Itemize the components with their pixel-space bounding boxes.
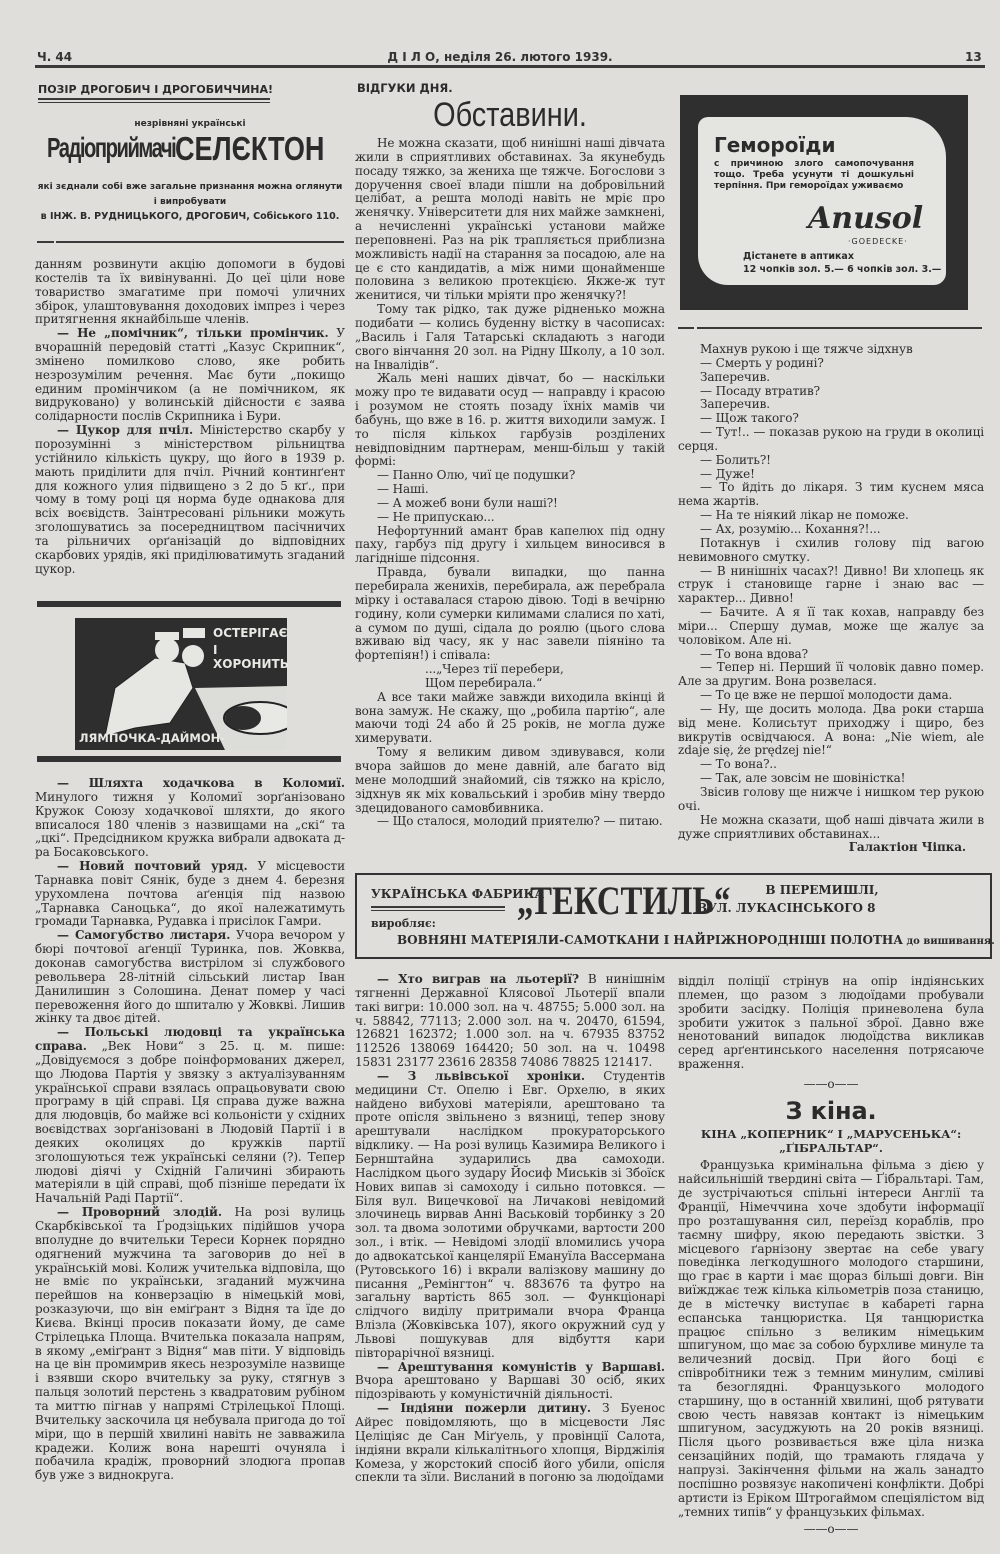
ad-textil-name: „ТЕКСТИЛЬ“ — [517, 878, 731, 923]
feuilleton-continuation-text — [678, 343, 984, 841]
divider — [678, 327, 694, 329]
paragraph — [678, 1159, 984, 1519]
paragraph-text: — Тепер ні. Перший її чоловік давно помер. Але за другим. Вона розвелася. — [678, 660, 984, 689]
paragraph-text: Вчора арештовано у Варшаві 30 осіб, яких підозрівають у комуністичній діяльності. — [355, 1373, 665, 1402]
ad-anusol-prices: 12 чопків зол. 5.— 6 чопків зол. 3.— — [743, 264, 942, 275]
ad-anusol-brand: Anusol — [808, 201, 924, 236]
paragraph-text: — Ну, ще досить молода. Два роки старша від мене. Колисьтут приходжу і щиро, без викрутів освідчаюся. А вона: „Nie wiem, ale zdaje się, że prędzej nie!“ — [678, 701, 984, 758]
paragraph — [355, 815, 665, 829]
ornament-divider: ——o—— — [803, 1076, 859, 1091]
paragraph — [355, 497, 665, 511]
paragraph-lead: — Шляхта ходачкова в Коломиї. — [57, 777, 345, 790]
paragraph-text: Не можна сказати, щоб наші дівчата жили в дуже сприятливих обставинах... — [678, 812, 984, 841]
paragraph — [355, 525, 665, 567]
paragraph-lead: — Індіяни пожерли дитину. — [377, 1401, 591, 1416]
paragraph-text: У місцевости Тарнавка повіт Сянік, буде з днем 4. березня урухомлена почтова аґенція під назвою „Тарнавка Саноцька“, до якої належатимуть громади Тарнавка, Рудавка і присілок Гамри. — [35, 859, 345, 929]
ad-lamp-slogan: І ХОРОНИТЬ — [213, 643, 289, 671]
paragraph — [355, 1070, 665, 1361]
paragraph — [355, 483, 665, 497]
paragraph-text: — Панно Олю, чиї це подушки? — [377, 468, 576, 483]
news-column-right-bottom — [678, 975, 984, 1550]
divider — [697, 327, 982, 329]
paragraph-text: Не можна сказати, щоб нинішні наші дівчата жили в сприятливих обставинах. За якунебудь посаду тяжко, за жениха ще тяжче. Богослови з доручення своеї влади пішли на добровільний целібат, а решта молоді навіть не мріє про женячку. Університети для них майже замкнені, а нечисленні українські установи майже переповнені. Раз на рік трапляється приблизна можливість надії на старання за посадою, але на це є сто кандидатів, а між ними щонайменше половина з великою протекцією. Якже-ж тут женитися, чи тільки мріяти про женячку?! — [355, 137, 665, 303]
section-kicker: ВІДГУКИ ДНЯ. — [357, 81, 453, 95]
cinema-section-title: З кіна. — [785, 1096, 877, 1125]
paragraph — [35, 860, 345, 929]
paragraph — [678, 454, 984, 468]
paragraph — [678, 606, 984, 648]
paragraph — [678, 537, 984, 565]
paragraph — [678, 772, 984, 786]
paragraph-text: Учора вечором у бюрі почтової аґенції Туринка, пов. Жовква, доконав самогубства вистрілом зі службового револьвера 28-літній сільський листар Іван Данилишин з Солошина. Денат помер у часі перевоження його до шпиталю у Жовкві. Лишив жінку та двоє дітей. — [35, 928, 345, 1026]
paragraph-text: — Болить?! — [700, 452, 771, 467]
paragraph-text: — Тут!.. — показав рукою на груди в околиці серця. — [678, 425, 984, 453]
paragraph-text: — Що сталося, молодий приятелю? — питаю. — [377, 814, 663, 829]
paragraph-text: — Ах, розумію... Кохання?!... — [700, 521, 881, 536]
paragraph — [678, 357, 984, 371]
divider — [371, 910, 505, 911]
paragraph — [678, 523, 984, 537]
paragraph — [35, 424, 345, 576]
paragraph — [35, 258, 345, 327]
paragraph — [355, 746, 665, 815]
paragraph-text: Нефортунний амант брав капелюх під одну паху, гарбуз під другу і хильцем виносився в лагідніше підсоння. — [355, 523, 665, 566]
paragraph — [678, 689, 984, 703]
ad-textil-city: В ПЕРЕМИШЛІ, — [765, 883, 879, 897]
cinema-review — [678, 1159, 984, 1519]
paragraph-text: відділ поліції стрінув на опір індіянських племен, що разом з людоїдами пробували зробити засідку. Поліція приневолена була зробити ужиток з пальної зброї. Давно вже ненотований випадок людоїдства викликав серед арґентинського населення потрясаюче враження. — [678, 975, 984, 1072]
paragraph-text: З Буенос Айрес повідомляють, що в місцевости Ляс Целіціяс де Сан Міґуель, у провінції Салота, індіяни вкрали кількалітнього хлопця, Вірджілія Комеза, у жорстокий спосіб його убили, опісля спекли та зїли. Висланий в погоню за людоїдами — [355, 1401, 665, 1485]
paragraph-text: — Посаду втратив? — [700, 383, 820, 398]
divider — [37, 756, 341, 762]
paragraph — [678, 343, 984, 357]
ad-textil-products-tail: до вишивання. — [903, 936, 995, 947]
issue-number: Ч. 44 — [37, 50, 73, 64]
paragraph-text: Заперечив. — [700, 397, 771, 412]
paragraph — [355, 691, 665, 746]
paragraph — [678, 468, 984, 482]
article-title: Обставини. — [433, 96, 587, 134]
paragraph — [678, 509, 984, 523]
paragraph — [678, 398, 984, 412]
verse-line: ...„Через тії перебери, — [425, 662, 564, 677]
ad-textil-street: ВУЛ. ЛУКАСІНСЬКОГО 8 — [697, 901, 876, 915]
paragraph — [355, 303, 665, 372]
paragraph — [678, 385, 984, 399]
paragraph — [678, 481, 984, 509]
paragraph — [35, 929, 345, 1026]
ad-textil-products — [397, 933, 995, 947]
ad-textil-produces: виробляє: — [371, 917, 436, 930]
ad-lamp-slogan: ОСТЕРІГАЄ — [213, 626, 288, 640]
paragraph-text: Тому я великим дивом здивувався, коли вчора зайшов до мене давній, але багато від мене молодший знайомий, сів тяжко на крісло, зідхнув як міх ковальський і зробив міну твердо здецидованого самовбивника. — [355, 745, 665, 815]
ad-anusol-title: Гемороїди — [714, 133, 836, 157]
feuilleton-continuation — [678, 343, 984, 858]
newspaper-dateline: Д І Л О, неділя 26. лютого 1939. — [387, 50, 613, 64]
ad-lamp-brand: ЛЯМПОЧКА-ДАЙМОН- — [79, 731, 226, 745]
ad-textil-products-main: ВОВНЯНІ МАТЕРІЯЛИ-САМОТКАНИ І НАЙРІЖНОРОДНІШІ ПОЛОТНА — [397, 933, 904, 947]
paragraph-text: — В нинішніх часах?! Дивно! Ви хлопець як струк і становище гарне і знаю вас — характер... Дивно! — [678, 563, 984, 606]
paragraph-lead: — Самогубство листаря. — [57, 928, 231, 943]
paragraph-text: В нинішнім тягненні Державної Клясової Льотерії впали такі вигри: 10.000 зол. на ч. 48755; 5.000 зол. на ч. 58842, 77113; 2.000 зол. на ч. 20470, 61594, 126821 162372; 1.000 зол. на ч. 67935 83752 112526 138069 164420; 50 зол. на ч. 10498 15831 23177 23616 28358 74086 78825 121417. — [355, 973, 665, 1070]
masthead-rule — [35, 65, 985, 68]
paragraph-lead: — Проворний злодій. — [57, 1205, 222, 1220]
paragraph — [678, 426, 984, 454]
paragraph — [678, 758, 984, 772]
divider — [38, 98, 270, 100]
paragraph-text: Правда, бували випадки, що панна перебирала женихів, перебирала, аж перебрала мірку і оставалася старою дівою. Тоді в вечірню годину, коли сумерки килимами слалися по хаті, а сумом по душі, сідала до роялю (цього слова вживаю від часу, як у нас завели піяніно та фортепіян!) і співала: — [355, 565, 665, 663]
cinema-subtitle: „ҐІБРАЛЬТАР“. — [779, 1140, 883, 1155]
paragraph — [678, 814, 984, 842]
news-column-middle-bottom — [355, 973, 665, 1549]
paragraph-text: — То йдіть до лікаря. З тим куснем мяса нема жартів. — [678, 480, 984, 509]
paragraph — [35, 1206, 345, 1483]
ad-lamp-daimon — [75, 618, 287, 750]
ad-selekton-body: які зєднали собі вже загальне признання можна оглянути і випробувати — [37, 182, 343, 207]
paragraph-text: А все таки майже завжди виходила вкінці й вона замуж. Не скажу, що „робила партію“, але маючи тоді 24 або й 25 років, не могла дуже химерувати. — [355, 689, 665, 746]
paragraph — [678, 412, 984, 426]
cinema-subtitle: КІНА „КОПЕРНИК“ І „МАРУСЕНЬКА“: — [700, 1126, 962, 1141]
paragraph-text: — А можеб вони були наші?! — [377, 495, 558, 510]
paragraph-text: — Наші. — [377, 482, 429, 497]
paragraph-lead: — Арештування комуністів у Варшаві. — [377, 1359, 665, 1374]
ad-selekton — [35, 80, 345, 240]
paragraph-text: — То вона?.. — [700, 757, 777, 772]
feuilleton-body — [355, 137, 665, 857]
divider — [56, 241, 344, 243]
ad-textil — [355, 873, 995, 959]
paragraph-text: Жаль мені наших дівчат, бо — наскільки можу про те видавати осуд — направду і красою і розумом не стоять позаду їхніх мамів чи бабунь, що вже в 16. р. життя виходили замуж. І то після кількох гарбузів розділених невідповідним партнерам, менш-більш у такій формі: — [355, 371, 665, 469]
news-column-left-top — [35, 258, 345, 593]
paragraph-text: На розі вулиць Скарбківської та Ґродзіцьких підійшов учора вполудне до вчительки Тереси Корнек порядно одягнений мужчина та заговорив до неї в українській мові. Колиж учителька відповіла, що не вміє по українськи, згаданий мужчина перейшов на конверзацію в німецькій мові, розказуючи, що він еміґрант з Відня та їде до Києва. Вкінці просив показати йому, де саме Стрілецька Площа. Вчителька показала напрям, в якому „еміґрант з Відня“ мав піти. У відповідь на це він промимрив якесь незрозуміле назвище і взявши скоро вчительку за руку, стягнув з пальця золотий перстень з квадратовим рубіном та миттю пігнав у напрямі Стрілецької Площі. Вчительку заскочила ця небувала пригода до тої міри, що в першій хвилині навіть не завважила крадежи. Колиж вона нарешті очуняла і побачила крадіж, проворний злодюга пропав був уже з виднокруга. — [35, 1205, 345, 1483]
paragraph-text: — Не припускаю... — [377, 509, 495, 524]
page-number: 13 — [965, 50, 982, 64]
paragraph-lead: — Не „помічник“, тільки промінчик. — [57, 326, 329, 341]
paragraph-text: „Век Нови“ з 25. ц. м. пише: „Довідуємося з добре поінформованих джерел, що Людова Партія у звязку з актуалізуванням української справи взялась опрацьовувати свою програму в цій справі. Ця справа дуже важна для людовців, бо майже всі кольоністи у східних воєвідствах зорґанізовані в Людовій Партії і в деяких околицях до кружків партії зголошуються теж українські селяни (?). Тепер людові діячі у Східній Галичині збирають матеріяли в цій справі, щоб пізніше передати їх Начальній Раді Партії“. — [35, 1039, 345, 1206]
paragraph-text: данням розвинути акцію допомоги в будові костелів та їх вивінуванні. До цеї ціли нове товариство змагатиме при помочі уличних збірок, улаштовування доходових імпрез і через притягнення якнайбільше членів. — [35, 258, 345, 327]
paragraph — [355, 1402, 665, 1485]
author-signature: Галактіон Чіпка. — [848, 840, 966, 855]
paragraph — [678, 648, 984, 662]
paragraph — [678, 975, 984, 1072]
paragraph — [355, 973, 665, 1070]
paragraph-text: — Бачите. А я її так кохав, направду без міри... Спершу думав, може ще жалує за чоловіком. Але ні. — [678, 605, 984, 647]
paragraph — [678, 786, 984, 814]
paragraph — [355, 372, 665, 469]
ad-textil-label: УКРАЇНСЬКА ФАБРИКА — [371, 887, 545, 901]
paragraph-text: Міністерство скарбу у порозумінні з міністерством рільництва устійнило кількість цукру, що його в 1939 р. мають приділити для пчіл. Річний континґент для кожного улия підвищено з 2 до 5 кґ., при чому в тому році ця норма буде однакова для всіх воєвідств. Заінтресовані рільники можуть зголошуватись за посередництвом пасічничих та рільничих орґанізацій до відповідних скарбових урядів, які приділюватимуть згаданий цукор. — [35, 423, 345, 576]
paragraph-lead: — Новий почтовий уряд. — [57, 859, 248, 874]
ad-anusol-panel — [698, 117, 946, 285]
paragraph — [35, 1026, 345, 1206]
paragraph — [678, 703, 984, 758]
paragraph-text: Французька кримінальна фільма з дією у найсильнішій твердині світа — Ґібральтарі. Там, де зустрічаються спільні інтереси Англії та Франції, Німеччина хоче здобути інформації про розташування сил, переїзд кораблів, про таємну шифру, якою передають звістки. З місцевого ґарнізону звертає на себе увагу поведінка легкодушного молодого старшини, що грає в карти і має щораз більші довги. Він виїжджає теж кілька кільометрів поза станицю, де в містечку виступає в кабареті гарна еспанська танцюристка. Ця танцюристка працює спільно з великим німецьким шпигуном, що має за собою бурхливе минуле та величезний досвід. При його боці є співробітники теж з темним минулим, сміливі та безоглядні. Французького молодого старшину, що в останній хвилині, щоб рятувати свою честь навязав контакт із німецьким шпигуном, засуджують на 20 років вязниці. Після цього розвивається вже ціла низка сензаційних подій, що трамають глядача у напрузі. Закінчення фільми на жаль занадто поспішно розвязує накопичені конфлікти. Добрі артисти із Еріком Штрогаймом спеціялістом від „темних типів“ у французьких фільмах. — [678, 1158, 984, 1519]
paragraph-text: У вчорашній передовій статті „Казус Скрипник“, змінено помилково слово, яке робить незрозумілим речення. Має бути „покищо единим промінчиком (а не помічником, як видруковано) у волинській дійсности є заява солідарности послів Скрипника і Бури. — [35, 326, 345, 424]
ad-selekton-brand: СЕЛЄКТОН — [175, 130, 325, 167]
verse-line: Щом перебирала.“ — [425, 675, 543, 690]
paragraph-text: — То це вже не першої молодости дама. — [700, 688, 953, 703]
paragraph — [35, 327, 345, 424]
paragraph-text: — Так, але зовсім не шовіністка! — [700, 771, 906, 786]
paragraph — [35, 777, 345, 860]
paragraph — [678, 565, 984, 607]
paragraph-lead: — З львівської хроніки. — [377, 1068, 585, 1083]
ad-selekton-product: Радіоприймачі — [47, 132, 176, 163]
paragraph-text: — Дуже! — [700, 466, 755, 481]
ad-anusol — [680, 95, 968, 310]
paragraph-lead: — Польські людовці та українська справа. — [35, 1025, 345, 1054]
paragraph-text: Звісив голову ще нижче і нишком тер рукою очі. — [678, 785, 984, 813]
paragraph-text: Студентів медицини Ст. Опелю і Евг. Орхелю, в яких найдено вибухові матеріяли, арештовано та проте опісля звільнено з вязниці, тепер знову арештували наслідком прокураторського відклику. — На розі вулиць Казимира Великого і Бернштайна зударились два самоходи. Наслідком цього зудару Йосиф Миськів зі Збоїск Нових випав зі самоходу і сильно потовкся. — Біля вул. Вицечкової на Личакові невідомий злочинець вирвав Анні Васьковій торбинку з 20 зол. та двома золотими обручками, вартости 200 зол., і втік. — Невідомі злодії вломились учора до адвокатської канцелярії Емануїла Вассермана (Рутовського 16) і вкрали валізкову машину до писання „Ремінгтон“ ч. 883676 та футро на загальну вартість 865 зол. — Функціонарі слідчого виділу притримали вчора Франца Влізла (Жовківська 107), якого окружний суд у Львові пошукував для відбуття кари півторарічної вязниці. — [355, 1068, 665, 1360]
paragraph-text: Махнув рукою і ще тяжче зідхнув — [700, 343, 913, 356]
ad-anusol-maker: ·GOEDECKE· — [848, 237, 908, 246]
paragraph-lead: — Хто виграв на льотерії? — [377, 973, 579, 986]
paragraph-text: — Щож такого? — [700, 411, 799, 426]
divider — [37, 601, 341, 607]
divider — [371, 906, 505, 908]
paragraph — [355, 137, 665, 303]
news-continuation — [678, 975, 984, 1072]
paragraph — [678, 371, 984, 385]
paragraph — [355, 469, 665, 483]
news-column-left-bottom — [35, 777, 345, 1547]
ad-selekton-address: в ІНЖ. В. РУДНИЦЬКОГО, ДРОГОБИЧ, Собіського 110. — [40, 211, 340, 222]
ad-anusol-body: с причиною злого самопочування тощо. Треба усунути ті дошкульні терпіння. При гемороїдах уживаємо — [714, 159, 914, 191]
paragraph — [355, 1361, 665, 1403]
paragraph — [355, 566, 665, 663]
ad-selekton-sub: незрівняні українські — [134, 119, 246, 129]
paragraph-text: Тому так рідко, так дуже рідненько можна подибати — колись буденну вістку в часописах: „Василь і Галя Татарські складають з нагоди свого вінчання 20 зол. на Рідну Школу, а 10 зол. на Інвалідів“. — [355, 302, 665, 372]
ad-selekton-headline: ПОЗІР ДРОГОБИЧ І ДРОГОБИЧЧИНА! — [38, 83, 274, 96]
paragraph — [678, 661, 984, 689]
paragraph-text: — На те ніякий лікар не поможе. — [700, 508, 909, 523]
ornament-divider: ——o—— — [803, 1522, 859, 1537]
divider — [37, 241, 54, 243]
ad-anusol-availability: Дістанете в аптиках — [743, 251, 854, 262]
paragraph-text: Потакнув і схилив голову під вагою невимовного смутку. — [678, 535, 984, 564]
paragraph-text: — То вона вдова? — [700, 646, 808, 661]
paragraph-text: Заперечив. — [700, 369, 771, 384]
paragraph-text: — Смерть у родині? — [700, 355, 824, 370]
paragraph-lead: — Цукор для пчіл. — [57, 423, 194, 438]
paragraph-text: Минулого тижня у Коломиї зорґанізовано Кружок Союзу ходачкової шляхти, до якого вписалося 180 членів з назвищами на „скі“ та „цкі“. Предсідником кружка вибрали адвоката д-ра Босаковського. — [35, 789, 345, 860]
divider — [38, 102, 270, 103]
paragraph — [355, 511, 665, 525]
